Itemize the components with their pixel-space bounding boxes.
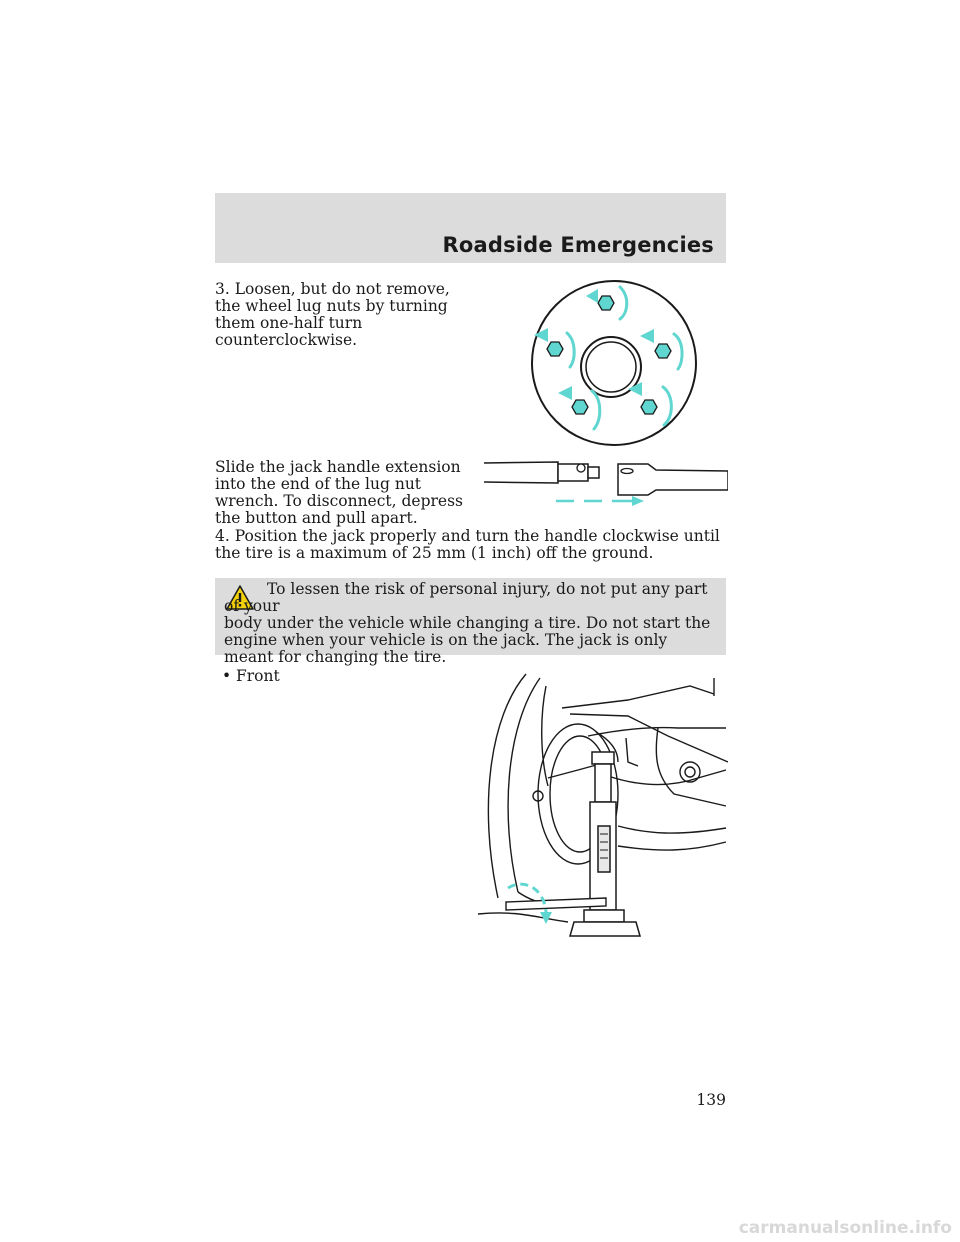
wheel-hub-illustration	[524, 275, 718, 452]
bullet-text: Front	[236, 667, 280, 685]
step-3-text: 3. Loosen, but do not remove, the wheel lug nuts by turning them one-half turn counterclockwise.	[215, 280, 450, 349]
section-header	[215, 193, 726, 263]
extension-text: Slide the jack handle extension into the end of the lug nut wrench. To disconnect, depress the button and pull apart.	[215, 458, 463, 527]
watermark: carmanualsonline.info	[738, 1218, 952, 1238]
warning-line-1: To lessen the risk of personal injury, do not put any part of your	[224, 580, 708, 615]
warning-rest: body under the vehicle while changing a tire. Do not start the engine when your vehicle is on the jack. The jack is only meant for changing the tire.	[224, 614, 711, 666]
section-title: Roadside Emergencies	[442, 233, 714, 257]
front-jack-illustration	[478, 666, 728, 942]
warning-text	[224, 581, 720, 666]
warning-box	[215, 578, 726, 666]
bullet-front	[222, 668, 280, 685]
page-number: 139	[696, 1091, 726, 1109]
jack-handle-extension-illustration	[484, 452, 728, 518]
step-4-text: 4. Position the jack properly and turn the handle clockwise until the tire is a maximum of 25 mm (1 inch) off the ground.	[215, 527, 720, 562]
bullet-symbol: •	[222, 667, 232, 685]
